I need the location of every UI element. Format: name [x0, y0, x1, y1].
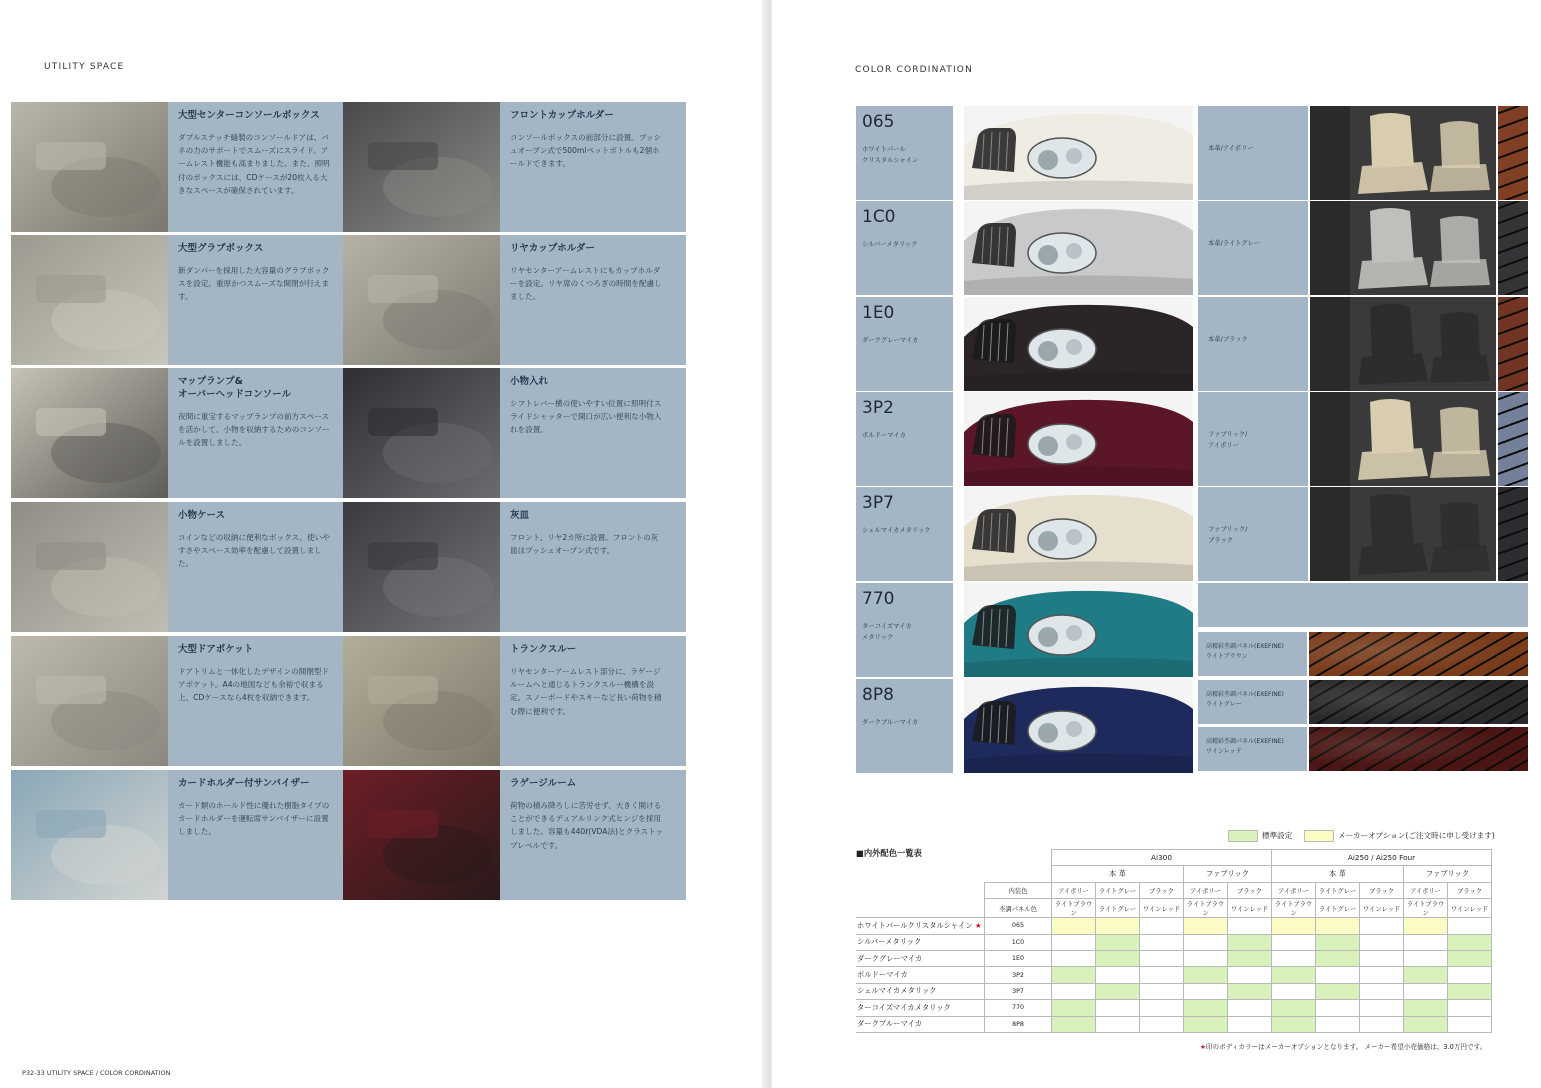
feature-photo	[343, 770, 500, 900]
color-name: シルバーメタリック	[862, 241, 918, 248]
availability-cell	[1096, 950, 1140, 966]
group-header: ファブリック	[1184, 866, 1272, 882]
color-code-block	[856, 297, 953, 391]
color-name: ホワイトパール クリスタルシャイン	[862, 146, 919, 164]
panel-row	[1198, 727, 1528, 771]
interior-label-block	[1198, 106, 1308, 200]
body-color-name-text: ターコイズマイカメタリック	[857, 1002, 951, 1012]
availability-cell	[1096, 967, 1140, 983]
availability-cell	[1096, 1016, 1140, 1032]
interior-label: 本革/ブラック	[1208, 336, 1248, 343]
panel-label-block	[1198, 727, 1307, 771]
utility-space-title: UTILITY SPACE	[44, 62, 125, 72]
color-code-block	[856, 392, 953, 486]
feature-heading: 大型ドアポケット	[178, 644, 254, 655]
availability-cell	[1228, 967, 1272, 983]
availability-cell	[1140, 983, 1184, 999]
panel-row	[1198, 632, 1528, 676]
feature-text	[168, 235, 342, 365]
panel-strip	[1498, 201, 1528, 295]
availability-cell	[1228, 1000, 1272, 1016]
color-cordination-title: COLOR CORDINATION	[855, 65, 974, 75]
availability-cell	[1228, 950, 1272, 966]
feature-text	[500, 235, 674, 365]
availability-cell	[1228, 934, 1272, 950]
availability-cell	[1360, 983, 1404, 999]
panel-color-cell: ライトグレー	[1096, 899, 1140, 918]
body-color-name	[856, 983, 985, 999]
panel-label-block	[1198, 632, 1307, 676]
color-code: 1C0	[862, 207, 896, 227]
availability-cell	[1448, 967, 1492, 983]
car-color-image	[964, 392, 1193, 486]
group-header: ファブリック	[1404, 866, 1492, 882]
blank-label-bar	[1198, 583, 1528, 627]
body-color-name	[856, 934, 985, 950]
interior-color-cell: ブラック	[1448, 882, 1492, 898]
feature-heading: ラゲージルーム	[510, 778, 577, 789]
feature-body: シフトレバー横の使いやすい位置に照明付スライドシャッターで開口が広い便利な小物入れを設置。	[510, 399, 662, 435]
feature-photo	[343, 235, 500, 365]
interior-color-cell: アイボリー	[1052, 882, 1096, 898]
utility-row	[11, 770, 686, 900]
color-row	[856, 106, 1528, 200]
body-color-name	[856, 967, 985, 983]
interior-color-cell: ライトグレー	[1096, 882, 1140, 898]
availability-cell	[1096, 918, 1140, 934]
availability-cell	[1360, 1000, 1404, 1016]
availability-cell	[1052, 1000, 1096, 1016]
availability-cell	[1404, 934, 1448, 950]
availability-cell	[1140, 1000, 1184, 1016]
feature-heading: リヤカップホルダー	[510, 243, 595, 254]
color-table-row	[856, 918, 1492, 934]
color-code: 065	[862, 112, 895, 132]
panel-label: 高精彩杢調パネル(EXEFINE) ワインレッド	[1206, 738, 1284, 755]
availability-cell	[1096, 934, 1140, 950]
availability-cell	[1404, 950, 1448, 966]
left-page	[0, 0, 768, 1088]
availability-cell	[1184, 1016, 1228, 1032]
panel-label: 高精彩杢調パネル(EXEFINE) ライトグレー	[1206, 691, 1284, 708]
panel-color-cell: ワインレッド	[1228, 899, 1272, 918]
availability-cell	[1228, 1016, 1272, 1032]
availability-cell	[1052, 967, 1096, 983]
body-color-name-text: ボルドーマイカ	[857, 970, 908, 980]
feature-body: リヤセンターアームレストにもカップホルダーを設定。リヤ席のくつろぎの時間を配慮しました。	[510, 266, 662, 302]
group-header-row	[856, 866, 1492, 882]
car-color-image	[964, 583, 1193, 677]
feature-body: リヤセンターアームレスト部分に、ラゲージルームへと通じるトランクスルー機構を設定。スノーボードやスキーなど長い荷物を積む際に便利です。	[510, 667, 662, 716]
interior-label: ファブリック/ アイボリー	[1208, 431, 1248, 449]
feature-heading: 大型グラブボックス	[178, 243, 264, 254]
color-row	[856, 297, 1528, 391]
availability-cell	[1272, 934, 1316, 950]
feature-text	[168, 368, 342, 498]
panel-color-cell: ライトブラウン	[1052, 899, 1096, 918]
interior-label: 本革/ライトグレー	[1208, 240, 1261, 247]
availability-cell	[1448, 1000, 1492, 1016]
color-table-row	[856, 934, 1492, 950]
availability-cell	[1404, 1000, 1448, 1016]
body-color-name-text: ダークブルーマイカ	[857, 1019, 923, 1029]
interior-label-block	[1198, 297, 1308, 391]
color-table-row	[856, 950, 1492, 966]
availability-cell	[1316, 950, 1360, 966]
feature-heading: 灰皿	[510, 510, 530, 521]
legend-option-swatch	[1304, 830, 1334, 842]
interior-seat-image	[1310, 392, 1496, 486]
interior-color-cell: ブラック	[1360, 882, 1404, 898]
color-code-block	[856, 679, 953, 773]
availability-cell	[1096, 983, 1140, 999]
color-table-row	[856, 983, 1492, 999]
availability-cell	[1140, 1016, 1184, 1032]
availability-cell	[1140, 950, 1184, 966]
interior-color-cell: ライトグレー	[1316, 882, 1360, 898]
availability-cell	[1184, 1000, 1228, 1016]
availability-cell	[1316, 934, 1360, 950]
availability-cell	[1448, 1016, 1492, 1032]
feature-photo	[343, 636, 500, 766]
feature-text	[168, 636, 342, 766]
panel-color-cell: ワインレッド	[1448, 899, 1492, 918]
interior-seat-image	[1310, 106, 1496, 200]
feature-body: 荷物の積み降ろしに苦労せず、大きく開けることができるデュアルリンク式ヒンジを採用しました。容量も440ℓ(VDA法)とクラストップレベルです。	[510, 801, 664, 850]
availability-cell	[1448, 983, 1492, 999]
interior-label-block	[1198, 487, 1308, 581]
availability-cell	[1360, 1016, 1404, 1032]
feature-photo	[11, 102, 168, 232]
color-code-block	[856, 106, 953, 200]
availability-cell	[1052, 918, 1096, 934]
color-code: 1E0	[862, 303, 895, 323]
legend-standard-swatch	[1228, 830, 1258, 842]
availability-cell	[1404, 983, 1448, 999]
color-table-row	[856, 1016, 1492, 1032]
feature-heading: フロントカップホルダー	[510, 110, 614, 121]
body-color-name	[856, 1016, 985, 1032]
body-color-name-text: シルバーメタリック	[857, 937, 922, 947]
table-title: ■内外配色一覧表	[856, 848, 922, 858]
color-table-row	[856, 967, 1492, 983]
color-code: 8P8	[862, 685, 894, 705]
car-color-image	[964, 201, 1193, 295]
utility-row	[11, 502, 686, 632]
car-color-image	[964, 679, 1193, 773]
feature-text	[168, 502, 342, 632]
availability-cell	[1316, 967, 1360, 983]
panel-color-cell: ライトブラウン	[1272, 899, 1316, 918]
availability-cell	[1448, 934, 1492, 950]
availability-cell	[1184, 983, 1228, 999]
panel-strip	[1498, 106, 1528, 200]
feature-photo	[343, 102, 500, 232]
body-color-name-text: シェルマイカメタリック	[857, 986, 937, 996]
availability-cell	[1404, 1016, 1448, 1032]
interior-color-cell: アイボリー	[1184, 882, 1228, 898]
availability-cell	[1360, 950, 1404, 966]
availability-cell	[1316, 983, 1360, 999]
availability-cell	[1404, 967, 1448, 983]
body-color-name	[856, 918, 985, 934]
color-code: 3P7	[862, 493, 894, 513]
group-header: 本 革	[1272, 866, 1404, 882]
panel-strip	[1498, 392, 1528, 486]
body-color-name	[856, 1000, 985, 1016]
interior-color-cell: ブラック	[1140, 882, 1184, 898]
interior-label: 本革/アイボリー	[1208, 145, 1254, 152]
availability-cell	[1052, 1016, 1096, 1032]
interior-seat-image	[1310, 297, 1496, 391]
availability-cell	[1228, 983, 1272, 999]
interior-seat-image	[1310, 201, 1496, 295]
color-code-block	[856, 201, 953, 295]
color-row	[856, 201, 1528, 295]
car-color-image	[964, 487, 1193, 581]
panel-color-cell: ライトブラウン	[1184, 899, 1228, 918]
body-color-name-text: ダークグレーマイカ	[857, 953, 923, 963]
grade-header: Ai300	[1052, 850, 1272, 866]
availability-cell	[1316, 1000, 1360, 1016]
panel-color-cell: ライトグレー	[1316, 899, 1360, 918]
availability-cell	[1404, 918, 1448, 934]
body-color-code: 3P2	[985, 967, 1052, 983]
availability-cell	[1316, 918, 1360, 934]
car-color-image	[964, 297, 1193, 391]
table-footnote: ★印のボディカラーはメーカーオプションとなります。 メーカー希望小売価格は、3.0万円です。	[1200, 1043, 1487, 1051]
interior-color-cell: ブラック	[1228, 882, 1272, 898]
color-code: 770	[862, 589, 895, 609]
availability-cell	[1140, 967, 1184, 983]
body-color-code: 8P8	[985, 1016, 1052, 1032]
body-color-code: 065	[985, 918, 1052, 934]
panel-row-header	[856, 899, 1492, 918]
body-color-name-text: ホワイトパールクリスタルシャイン	[857, 920, 973, 930]
feature-body: ダブルステッチ縫製のコンソールドアは、バネの力のサポートでスムーズにスライド。アームレスト機能も高まりました。また、照明付のボックスには、CDケースが20枚入る大きなスペースが確保されています。	[178, 133, 330, 195]
feature-photo	[11, 368, 168, 498]
availability-cell	[1272, 983, 1316, 999]
availability-cell	[1096, 1000, 1140, 1016]
interior-label: ファブリック/ ブラック	[1208, 526, 1248, 544]
grade-header-row	[856, 850, 1492, 866]
availability-cell	[1052, 934, 1096, 950]
body-color-code: 770	[985, 1000, 1052, 1016]
feature-photo	[343, 368, 500, 498]
body-color-code: 3P7	[985, 983, 1052, 999]
feature-body: コンソールボックスの前部分に設置。プッシュオープン式で500mlペットボトルも2個ホールドできます。	[510, 133, 662, 169]
panel-color-cell: ワインレッド	[1360, 899, 1404, 918]
panel-row	[1198, 680, 1528, 724]
panel-strip	[1498, 297, 1528, 391]
feature-body: カード類のホールド性に優れた樹脂タイプのカードホルダーを運転席サンバイザーに設置しました。	[178, 801, 330, 837]
availability-cell	[1272, 950, 1316, 966]
availability-cell	[1272, 1016, 1316, 1032]
interior-color-cell: アイボリー	[1404, 882, 1448, 898]
interior-label-block	[1198, 392, 1308, 486]
availability-cell	[1184, 950, 1228, 966]
panel-color-cell: ライトブラウン	[1404, 899, 1448, 918]
body-color-name	[856, 950, 985, 966]
color-name: シェルマイカメタリック	[862, 527, 931, 534]
availability-cell	[1140, 918, 1184, 934]
car-color-image	[964, 106, 1193, 200]
panel-color-cell: ワインレッド	[1140, 899, 1184, 918]
availability-cell	[1360, 918, 1404, 934]
feature-heading: マップランプ& オーバーヘッドコンソール	[178, 376, 291, 400]
panel-label: 高精彩杢調パネル(EXEFINE) ライトブラウン	[1206, 643, 1284, 660]
interior-row	[856, 882, 1492, 898]
availability-cell	[1184, 918, 1228, 934]
feature-heading: トランクスルー	[510, 644, 577, 655]
color-name: ターコイズマイカ メタリック	[862, 623, 912, 641]
right-page	[772, 0, 1541, 1088]
availability-cell	[1140, 934, 1184, 950]
feature-text	[168, 770, 342, 900]
utility-row	[11, 102, 686, 232]
availability-cell	[1272, 967, 1316, 983]
group-header: 本 革	[1052, 866, 1184, 882]
availability-cell	[1448, 950, 1492, 966]
availability-cell	[1052, 950, 1096, 966]
feature-photo	[11, 770, 168, 900]
body-color-code: 1C0	[985, 934, 1052, 950]
color-table	[856, 849, 1492, 1033]
availability-cell	[1360, 934, 1404, 950]
color-row	[856, 487, 1528, 581]
option-star: ★	[972, 920, 982, 930]
feature-text	[500, 502, 674, 632]
panel-strip	[1498, 487, 1528, 581]
feature-text	[500, 368, 674, 498]
feature-heading: 大型センターコンソールボックス	[178, 110, 320, 121]
panel-row-label: 杢調パネル色	[985, 899, 1052, 918]
utility-row	[11, 235, 686, 365]
color-name: ダークグレーマイカ	[862, 337, 919, 344]
grade-header: Ai250 / Ai250 Four	[1272, 850, 1492, 866]
feature-heading: 小物入れ	[510, 376, 549, 387]
panel-texture	[1309, 680, 1528, 724]
legend-option-label: メーカーオプション(ご注文時に申し受けます)	[1338, 831, 1495, 840]
feature-body: 夜間に重宝するマップランプの前方スペースを活かして、小物を収納するためのコンソールを設置しました。	[178, 412, 330, 448]
availability-cell	[1360, 967, 1404, 983]
panel-texture	[1309, 632, 1528, 676]
panel-texture	[1309, 727, 1528, 771]
availability-cell	[1448, 918, 1492, 934]
feature-photo	[343, 502, 500, 632]
color-code: 3P2	[862, 398, 894, 418]
utility-row	[11, 368, 686, 498]
utility-row	[11, 636, 686, 766]
availability-cell	[1184, 934, 1228, 950]
availability-cell	[1272, 1000, 1316, 1016]
feature-heading: 小物ケース	[178, 510, 226, 521]
color-name: ダークブルーマイカ	[862, 719, 919, 726]
legend-standard-label: 標準設定	[1262, 831, 1293, 840]
feature-text	[500, 636, 674, 766]
feature-text	[500, 102, 674, 232]
availability-cell	[1272, 918, 1316, 934]
availability-cell	[1316, 1016, 1360, 1032]
feature-photo	[11, 235, 168, 365]
interior-seat-image	[1310, 487, 1496, 581]
availability-cell	[1184, 967, 1228, 983]
interior-row-label: 内装色	[985, 882, 1052, 898]
body-color-code: 1E0	[985, 950, 1052, 966]
feature-heading: カードホルダー付サンバイザー	[178, 778, 310, 789]
feature-body: フロント、リヤ2カ所に設置。フロントの灰皿はプッシュオープン式です。	[510, 533, 659, 556]
color-code-block	[856, 583, 953, 677]
interior-color-cell: アイボリー	[1272, 882, 1316, 898]
feature-body: コインなどの収納に便利なボックス。使いやすさやスペース効率を配慮して設置しました。	[178, 533, 330, 569]
color-code-block	[856, 487, 953, 581]
color-row	[856, 392, 1528, 486]
feature-text	[500, 770, 674, 900]
page-footer: P32-33 UTILITY SPACE / COLOR CORDINATION	[22, 1069, 171, 1077]
panel-label-block	[1198, 680, 1307, 724]
color-name: ボルドーマイカ	[862, 432, 906, 439]
feature-body: 新ダンパーを採用した大容量のグラブボックスを設定。重厚かつスムーズな開閉が行えます。	[178, 266, 330, 302]
availability-cell	[1228, 918, 1272, 934]
feature-photo	[11, 502, 168, 632]
color-table-row	[856, 1000, 1492, 1016]
availability-cell	[1052, 983, 1096, 999]
feature-body: ドアトリムと一体化したデザインの開閉型ドアポケット。A4の地図なども余裕で収まる上、CDケースなら4枚を収納できます。	[178, 667, 330, 703]
feature-text	[168, 102, 342, 232]
interior-label-block	[1198, 201, 1308, 295]
feature-photo	[11, 636, 168, 766]
